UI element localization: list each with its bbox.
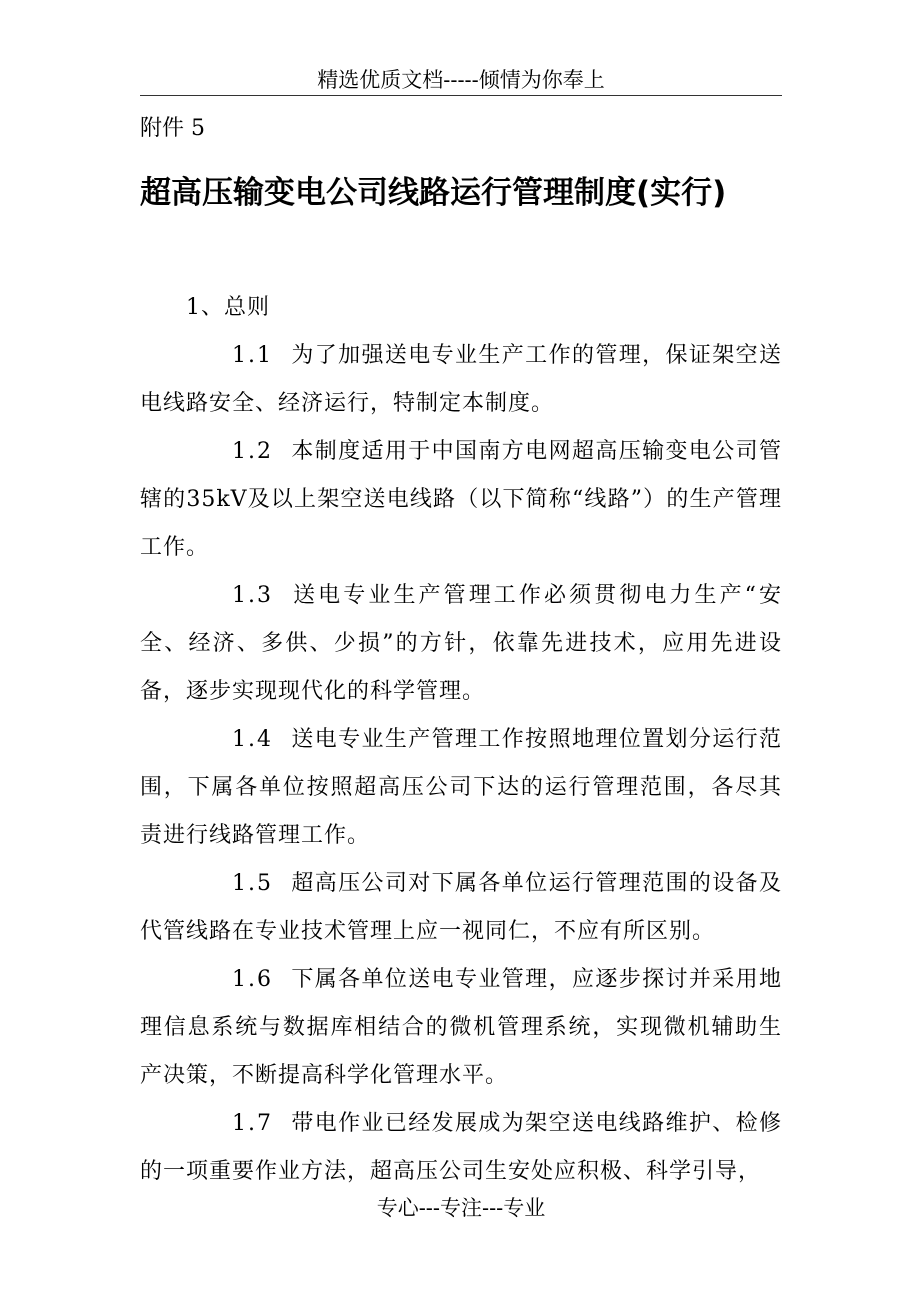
clause-1-4 <box>140 716 782 860</box>
clause-1-1 <box>140 332 782 428</box>
clause-1-6 <box>140 956 782 1100</box>
clause-1-5 <box>140 860 782 956</box>
section-heading: 1、总则 <box>186 295 270 320</box>
attachment-label: 附件 5 <box>140 116 205 141</box>
clause-number: 1.4 <box>232 727 273 752</box>
clause-text: 送电专业生产管理工作必须贯彻电力生产“安全、经济、多供、少损”的方针，依靠先进技术，应用先进设备，逐步实现现代化的科学管理。 <box>140 583 782 704</box>
clause-text: 超高压公司对下属各单位运行管理范围的设备及代管线路在专业技术管理上应一视同仁，不应有所区别。 <box>140 871 782 944</box>
header-divider <box>140 95 782 96</box>
page-header: 精选优质文档-----倾情为你奉上 <box>317 68 605 92</box>
page-footer: 专心---专注---专业 <box>376 1196 546 1220</box>
clause-text: 为了加强送电专业生产工作的管理，保证架空送电线路安全、经济运行，特制定本制度。 <box>140 343 782 416</box>
clause-text: 带电作业已经发展成为架空送电线路维护、检修的一项重要作业方法，超高压公司生安处应积极、科学引导， <box>140 1111 782 1184</box>
document-body <box>140 284 782 1196</box>
clause-number: 1.7 <box>232 1111 273 1136</box>
clause-number: 1.6 <box>232 967 273 992</box>
clause-number: 1.2 <box>232 439 273 464</box>
clause-text: 下属各单位送电专业管理，应逐步探讨并采用地理信息系统与数据库相结合的微机管理系统，实现微机辅助生产决策，不断提高科学化管理水平。 <box>140 967 782 1088</box>
clause-number: 1.3 <box>232 583 273 608</box>
clause-text: 本制度适用于中国南方电网超高压输变电公司管辖的35kV及以上架空送电线路（以下简称“线路”）的生产管理工作。 <box>140 439 782 560</box>
clause-number: 1.1 <box>232 343 273 368</box>
clause-1-7 <box>140 1100 782 1196</box>
clause-number: 1.5 <box>232 871 273 896</box>
clause-text: 送电专业生产管理工作按照地理位置划分运行范围，下属各单位按照超高压公司下达的运行管理范围，各尽其责进行线路管理工作。 <box>140 727 782 848</box>
clause-1-2 <box>140 428 782 572</box>
clause-1-3 <box>140 572 782 716</box>
document-title: 超高压输变电公司线路运行管理制度(实行) <box>140 175 727 211</box>
